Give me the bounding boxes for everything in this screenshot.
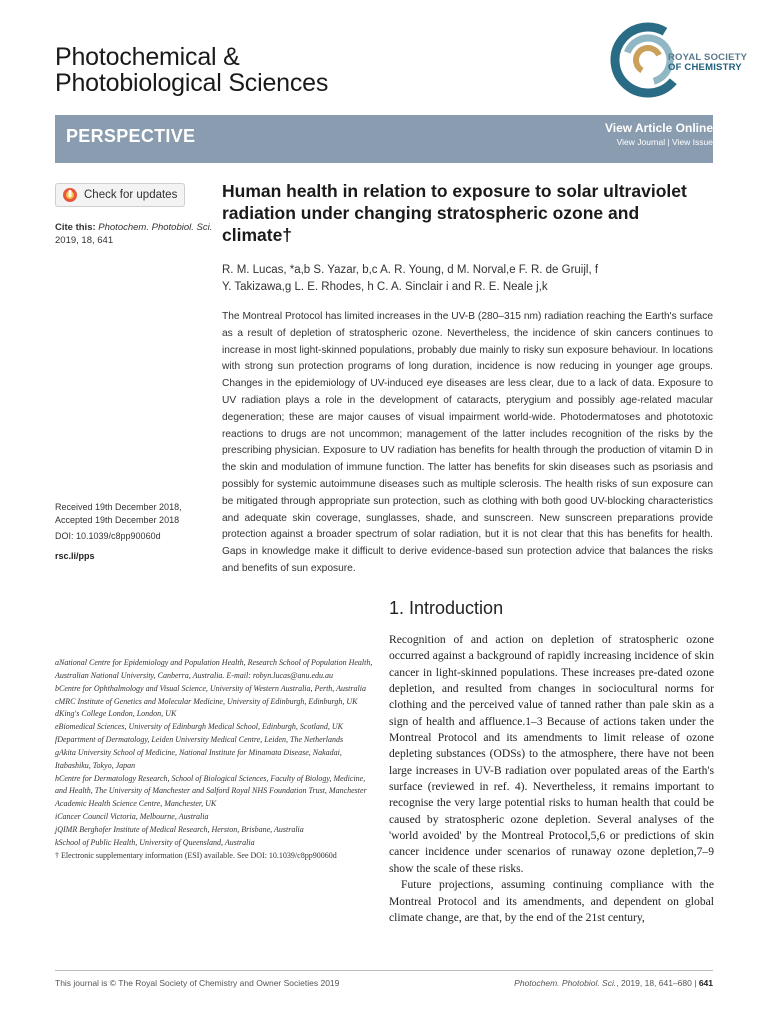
journal-title <box>55 44 328 96</box>
view-online-links <box>605 121 713 147</box>
affiliation-g: gAkita University School of Medicine, National Institute for Minamata Disease, Nakadai, Itabashiku, Tokyo, Japan <box>55 747 342 770</box>
intro-paragraph-2: Future projections, assuming continuing compliance with the Montreal Protocol and its amendments, and dependent on global climate change, are that, by the end of the 21st century, <box>389 878 714 924</box>
doi[interactable]: DOI: 10.1039/c8pp90060d <box>55 531 161 541</box>
check-for-updates-label: Check for updates <box>84 189 178 201</box>
page-number: 641 <box>698 978 713 988</box>
citation-block: Cite this: Photochem. Photobiol. Sci. 2019, 18, 641 <box>55 222 213 246</box>
check-for-updates-button[interactable] <box>55 183 185 207</box>
affiliation-f: fDepartment of Dermatology, Leiden University Medical Centre, Leiden, The Netherlands <box>55 735 344 745</box>
esi-note: † Electronic supplementary information (ESI) available. See DOI: 10.1039/c8pp90060d <box>55 850 337 860</box>
affiliations <box>55 657 375 863</box>
view-article-online-link[interactable]: View Article Online <box>604 121 713 135</box>
affiliation-k: kSchool of Public Health, University of Queensland, Australia <box>55 837 255 847</box>
introduction-body <box>389 632 714 926</box>
section-heading-introduction: 1. Introduction <box>389 598 504 618</box>
journal-title-line1: Photochemical & <box>55 43 240 71</box>
citation-ref: 2019, 18, 641 <box>55 235 114 246</box>
received-accepted-dates: Received 19th December 2018, Accepted 19th December 2018 <box>55 502 182 525</box>
affiliation-b: bCentre for Ophthalmology and Visual Science, University of Western Australia, Perth, Australia <box>55 683 366 693</box>
author-list <box>222 262 712 296</box>
footer-copyright: This journal is © The Royal Society of Chemistry and Owner Societies 2019 <box>55 978 340 988</box>
journal-title-line2: Photobiological Sciences <box>55 69 329 97</box>
affiliation-c: cMRC Institute of Genetics and Molecular Medicine, University of Edinburgh, Edinburgh, UK <box>55 696 358 706</box>
affiliation-j: jQIMR Berghofer Institute of Medical Research, Herston, Brisbane, Australia <box>55 824 304 834</box>
affiliation-e: eBiomedical Sciences, University of Edinburgh Medical School, Edinburgh, Scotland, UK <box>55 722 344 732</box>
rsc-short-link[interactable]: rsc.li/pps <box>55 551 95 561</box>
view-journal-issue-links[interactable]: View Journal | View Issue <box>616 137 713 147</box>
publisher-name: ROYAL SOCIETY OF CHEMISTRY <box>668 52 748 73</box>
abstract: The Montreal Protocol has limited increases in the UV-B (280–315 nm) radiation reaching the Earth's surface as a result of depletion of stratospheric ozone. Nevertheless, the incidence of skin cancers continues to increase in most light-skinned populations, probably due mainly to risky sun exposure behaviour. In locations with strong sun protection programs of long duration, incidence is now reducing in younger age groups. Changes in the epidemiology of UV-induced eye diseases are less clear, due to a lack of data. Exposure to UV radiation plays a role in the development of cataracts, pterygium and possibly age-related macular degeneration; these are major causes of visual impairment world-wide. Photodermatoses and phototoxic reactions to drugs are not uncommon; management of the latter includes recognition of the risks by the prescribing physician. Exposure to UV radiation has benefits for health through the production of vitamin D in the skin and modulation of immune function. The latter has benefits for skin diseases such as psoriasis and possibly for systemic autoimmune diseases such as multiple sclerosis. The health risks of sun exposure can be mitigated through appropriate sun protection, such as clothing with both good UV-blocking characteristics and adequate skin coverage, sunglasses, shade, and sunscreen. New sunscreen preparations provide protection against a broader spectrum of solar radiation, but it is not clear that this has benefits for health. Gaps in knowledge make it difficult to derive evidence-based sun protection advice that balances the risks and benefits of sun exposure. <box>222 311 713 574</box>
article-title: Human health in relation to exposure to solar ultraviolet radiation under changing stratospheric ozone and climate† <box>222 181 687 245</box>
article-type-label: PERSPECTIVE <box>66 126 196 146</box>
affiliation-i: iCancer Council Victoria, Melbourne, Australia <box>55 812 209 822</box>
intro-paragraph-1: Recognition of and action on depletion of stratospheric ozone occurred against a background of rapidly increasing incidence of skin cancer in light-skinned populations. These increases pre-dated ozone depletion, and resulted from changes in sociocultural norms for clothing and the perceived value of tanned rather than pale skin as a sign of health and affluence.1–3 Because of actions taken under the Montreal Protocol and its amendments to limit release of ozone depleting substances (ODSs) to the atmosphere, there have not been large increases in UV-B radiation over populated areas of the Earth's surface (reviewed in ref. 4). Nevertheless, it remains important to recognise the very large potential risks to human health that could be caused by stratospheric ozone depletion. Several analyses of the 'world avoided' by the Montreal Protocol,5,6 or predictions of skin cancer incidence under scenarios of runaway ozone depletion,7–9 show the scale of these risks. <box>389 633 714 875</box>
affiliation-d: dKing's College London, London, UK <box>55 709 177 719</box>
check-updates-icon <box>62 187 78 203</box>
footer-citation: Photochem. Photobiol. Sci., 2019, 18, 641–680 | 641 <box>514 978 713 988</box>
authors-line2: Y. Takizawa,g L. E. Rhodes, h C. A. Sinclair i and R. E. Neale j,k <box>222 281 548 293</box>
authors-line1: R. M. Lucas, *a,b S. Yazar, b,c A. R. Young, d M. Norval,e F. R. de Gruijl, f <box>222 264 599 276</box>
footer-divider <box>55 970 713 971</box>
affiliation-h: hCentre for Dermatology Research, School of Biological Sciences, Faculty of Biology, Medicine, and Health, The University of Manchester and Salford Royal NHS Foundation Trust, Manchester Academic Health Science Centre, Manchester, UK <box>55 773 367 809</box>
affiliation-a: aNational Centre for Epidemiology and Population Health, Research School of Population Health, Australian National University, Canberra, Australia. E-mail: robyn.lucas@anu.edu.au <box>55 658 373 680</box>
